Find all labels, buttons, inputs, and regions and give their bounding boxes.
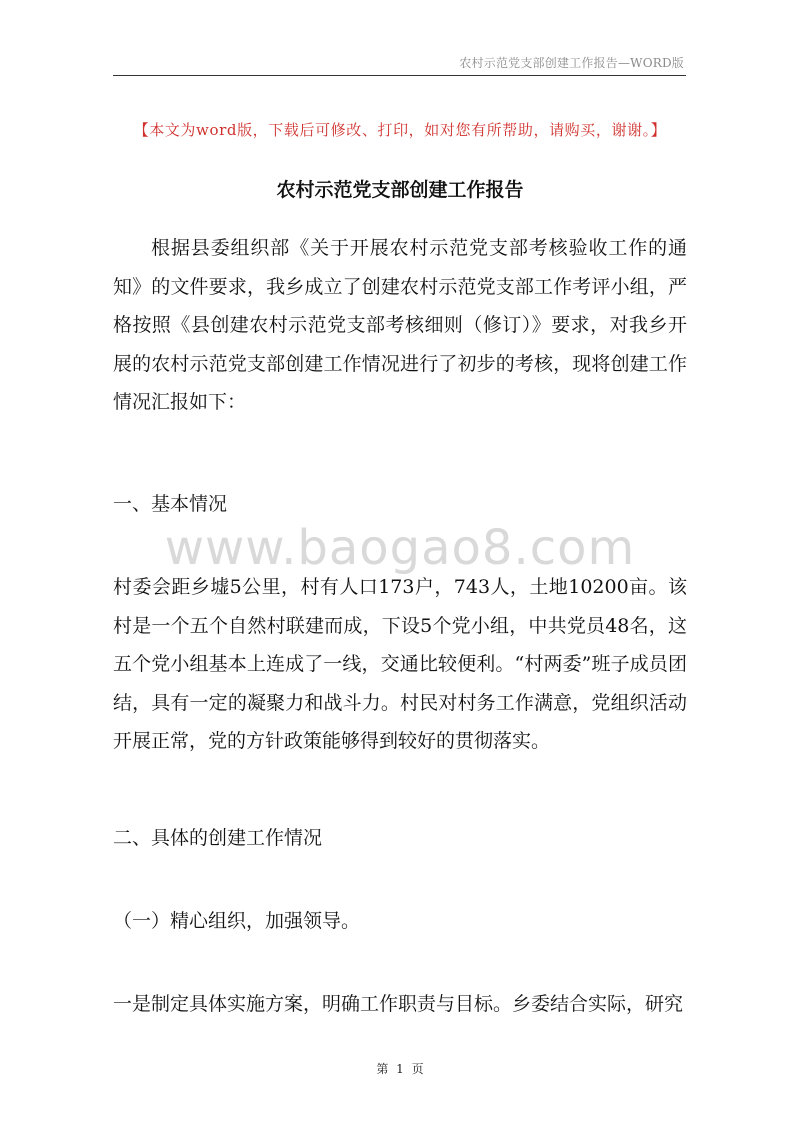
page-number: 1 <box>396 1062 404 1076</box>
document-title: 农村示范党支部创建工作报告 <box>276 179 524 201</box>
page-footer <box>0 1060 800 1077</box>
running-header: 农村示范党支部创建工作报告—WORD版 <box>459 56 684 70</box>
section-heading-work: 二、具体的创建工作情况 <box>113 827 323 849</box>
section-heading-basic: 一、基本情况 <box>113 493 228 515</box>
watermark: www.baogao8.com <box>164 520 636 576</box>
footer-suffix: 页 <box>411 1062 424 1076</box>
basic-situation-paragraph: 村委会距乡墟5公里，村有人口173户，743人，土地10200亩。该村是一个五个自然村联建而成，下设5个党小组，中共党员48名，这五个党小组基本上连成了一线，交通比较便利。“村两委”班子成员团结，具有一定的凝聚力和战斗力。村民对村务工作满意，党组织活动开展正常，党的方针政策能够得到较好的贯彻落实。 <box>113 576 687 752</box>
header-divider <box>113 75 686 76</box>
organize-paragraph: 一是制定具体实施方案，明确工作职责与目标。乡委结合实际，研究 <box>113 993 684 1015</box>
intro-paragraph: 根据县委组织部《关于开展农村示范党支部考核验收工作的通知》的文件要求，我乡成立了创建农村示范党支部工作考评小组，严格按照《县创建农村示范党支部考核细则（修订）》要求，对我乡开展的农村示范党支部创建工作情况进行了初步的考核，现将创建工作情况汇报如下： <box>113 237 687 413</box>
footer-prefix: 第 <box>376 1062 389 1076</box>
subsection-heading-organize: （一）精心组织，加强领导。 <box>113 910 361 932</box>
download-notice: 【本文为word版，下载后可修改、打印，如对您有所帮助，请购买，谢谢。】 <box>133 121 667 139</box>
